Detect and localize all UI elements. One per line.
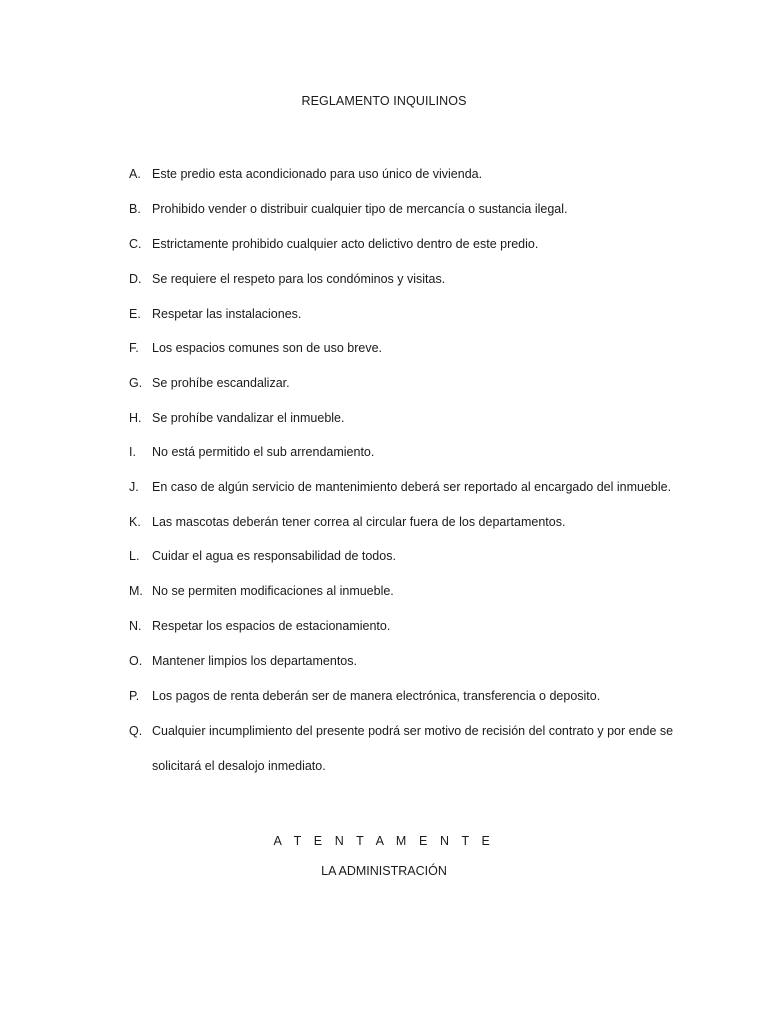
rule-letter: I. (129, 445, 136, 459)
rule-text: Los pagos de renta deberán ser de manera electrónica, transferencia o deposito. (152, 689, 601, 703)
rule-text: Los espacios comunes son de uso breve. (152, 341, 382, 355)
rule-item-g (129, 374, 709, 392)
rule-text: Se requiere el respeto para los condóminos y visitas. (152, 272, 446, 286)
rule-letter: E. (129, 307, 141, 321)
rule-text: Cuidar el agua es responsabilidad de todos. (152, 549, 396, 563)
rule-letter: B. (129, 202, 141, 216)
rule-letter: D. (129, 272, 142, 286)
rule-text: Este predio esta acondicionado para uso único de vivienda. (152, 167, 483, 181)
rule-letter: J. (129, 480, 139, 494)
rule-item-f (129, 339, 709, 357)
rule-item-e (129, 305, 709, 323)
rule-q-continuation: solicitará el desalojo inmediato. (152, 759, 326, 773)
document-title: REGLAMENTO INQUILINOS (301, 94, 467, 108)
rule-item-l (129, 547, 709, 565)
rule-item-i (129, 443, 709, 461)
rule-item-c (129, 235, 709, 253)
rule-text: Mantener limpios los departamentos. (152, 654, 357, 668)
rule-text: No se permiten modificaciones al inmueble. (152, 584, 394, 598)
rule-text: No está permitido el sub arrendamiento. (152, 445, 375, 459)
rule-item-m (129, 582, 709, 600)
rule-letter: Q. (129, 724, 143, 738)
rule-letter: H. (129, 411, 142, 425)
signature-line: LA ADMINISTRACIÓN (321, 864, 447, 878)
rule-letter: O. (129, 654, 143, 668)
rule-letter: G. (129, 376, 143, 390)
rule-item-o (129, 652, 709, 670)
rule-letter: N. (129, 619, 142, 633)
rule-text: Cualquier incumplimiento del presente podrá ser motivo de recisión del contrato y por ende se (152, 724, 674, 738)
rule-item-p (129, 687, 709, 705)
rule-text: Las mascotas deberán tener correa al circular fuera de los departamentos. (152, 515, 566, 529)
rule-text: Se prohíbe vandalizar el inmueble. (152, 411, 345, 425)
rule-text: Prohibido vender o distribuir cualquier tipo de mercancía o sustancia ilegal. (152, 202, 568, 216)
rule-text: En caso de algún servicio de mantenimiento deberá ser reportado al encargado del inmueble. (152, 480, 672, 494)
rule-text: Respetar los espacios de estacionamiento. (152, 619, 391, 633)
rule-text: Estrictamente prohibido cualquier acto delictivo dentro de este predio. (152, 237, 539, 251)
rule-text: Se prohíbe escandalizar. (152, 376, 290, 390)
rule-item-n (129, 617, 709, 635)
rule-item-d (129, 270, 709, 288)
rule-item-h (129, 409, 709, 427)
rule-item-k (129, 513, 709, 531)
rule-letter: K. (129, 515, 141, 529)
rule-item-b (129, 200, 709, 218)
rule-letter: C. (129, 237, 142, 251)
closing-salutation: A T E N T A M E N T E (273, 834, 495, 848)
rule-letter: P. (129, 689, 140, 703)
rule-letter: A. (129, 167, 141, 181)
rule-item-q (129, 722, 709, 740)
rule-text: Respetar las instalaciones. (152, 307, 302, 321)
rule-letter: M. (129, 584, 143, 598)
rule-item-j (129, 478, 709, 496)
rule-letter: F. (129, 341, 139, 355)
rule-letter: L. (129, 549, 140, 563)
rule-item-a (129, 165, 709, 183)
